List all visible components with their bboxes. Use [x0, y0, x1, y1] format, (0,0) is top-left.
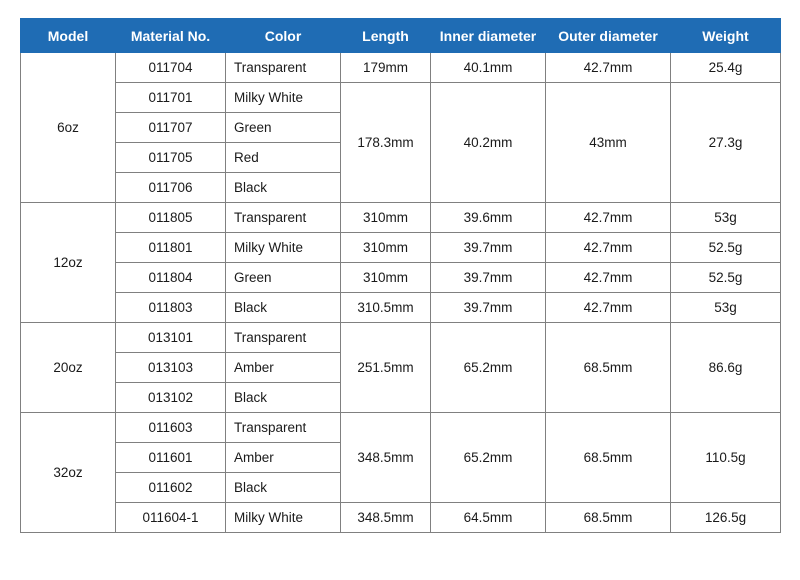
cell-inner-diameter: 39.7mm [431, 263, 546, 293]
cell-material-no: 013101 [116, 323, 226, 353]
cell-inner-diameter: 40.1mm [431, 53, 546, 83]
cell-weight: 86.6g [671, 323, 781, 413]
cell-material-no: 011603 [116, 413, 226, 443]
cell-color: Black [226, 173, 341, 203]
cell-color: Amber [226, 353, 341, 383]
cell-material-no: 011604-1 [116, 503, 226, 533]
cell-color: Milky White [226, 83, 341, 113]
cell-weight: 27.3g [671, 83, 781, 203]
cell-inner-diameter: 64.5mm [431, 503, 546, 533]
header-row [21, 19, 781, 53]
cell-length: 310mm [341, 233, 431, 263]
cell-material-no: 011701 [116, 83, 226, 113]
cell-material-no: 013102 [116, 383, 226, 413]
cell-material-no: 011801 [116, 233, 226, 263]
cell-model: 6oz [21, 53, 116, 203]
cell-weight: 53g [671, 203, 781, 233]
cell-weight: 126.5g [671, 503, 781, 533]
table-row [21, 413, 781, 443]
cell-length: 310mm [341, 203, 431, 233]
cell-color: Amber [226, 443, 341, 473]
cell-weight: 52.5g [671, 263, 781, 293]
column-header-material-no: Material No. [116, 19, 226, 53]
cell-outer-diameter: 42.7mm [546, 203, 671, 233]
cell-length: 348.5mm [341, 503, 431, 533]
table-row [21, 233, 781, 263]
cell-material-no: 011705 [116, 143, 226, 173]
table-row [21, 503, 781, 533]
column-header-inner-diameter: Inner diameter [431, 19, 546, 53]
cell-color: Transparent [226, 413, 341, 443]
cell-inner-diameter: 39.7mm [431, 293, 546, 323]
cell-outer-diameter: 42.7mm [546, 263, 671, 293]
cell-outer-diameter: 42.7mm [546, 233, 671, 263]
cell-material-no: 011803 [116, 293, 226, 323]
cell-weight: 53g [671, 293, 781, 323]
cell-color: Green [226, 113, 341, 143]
cell-color: Black [226, 473, 341, 503]
cell-model: 20oz [21, 323, 116, 413]
column-header-length: Length [341, 19, 431, 53]
cell-weight: 110.5g [671, 413, 781, 503]
cell-material-no: 011804 [116, 263, 226, 293]
cell-inner-diameter: 40.2mm [431, 83, 546, 203]
cell-inner-diameter: 39.7mm [431, 233, 546, 263]
cell-inner-diameter: 39.6mm [431, 203, 546, 233]
cell-outer-diameter: 43mm [546, 83, 671, 203]
cell-outer-diameter: 68.5mm [546, 323, 671, 413]
table-body [21, 53, 781, 533]
cell-material-no: 011601 [116, 443, 226, 473]
cell-color: Milky White [226, 233, 341, 263]
cell-length: 310.5mm [341, 293, 431, 323]
cell-color: Black [226, 383, 341, 413]
table-row [21, 53, 781, 83]
table-row [21, 203, 781, 233]
product-specification-table [20, 18, 781, 533]
cell-inner-diameter: 65.2mm [431, 323, 546, 413]
table-header [21, 19, 781, 53]
cell-length: 178.3mm [341, 83, 431, 203]
cell-material-no: 011706 [116, 173, 226, 203]
cell-weight: 52.5g [671, 233, 781, 263]
cell-material-no: 011707 [116, 113, 226, 143]
cell-material-no: 011602 [116, 473, 226, 503]
cell-color: Red [226, 143, 341, 173]
cell-color: Milky White [226, 503, 341, 533]
table-row [21, 263, 781, 293]
cell-material-no: 013103 [116, 353, 226, 383]
cell-outer-diameter: 68.5mm [546, 503, 671, 533]
cell-outer-diameter: 68.5mm [546, 413, 671, 503]
column-header-outer-diameter: Outer diameter [546, 19, 671, 53]
column-header-weight: Weight [671, 19, 781, 53]
cell-color: Transparent [226, 203, 341, 233]
cell-length: 251.5mm [341, 323, 431, 413]
cell-weight: 25.4g [671, 53, 781, 83]
table-row [21, 293, 781, 323]
table-row [21, 83, 781, 113]
cell-outer-diameter: 42.7mm [546, 53, 671, 83]
cell-color: Transparent [226, 53, 341, 83]
cell-color: Transparent [226, 323, 341, 353]
table-row [21, 323, 781, 353]
cell-length: 348.5mm [341, 413, 431, 503]
cell-length: 310mm [341, 263, 431, 293]
cell-model: 32oz [21, 413, 116, 533]
column-header-color: Color [226, 19, 341, 53]
cell-inner-diameter: 65.2mm [431, 413, 546, 503]
cell-color: Green [226, 263, 341, 293]
cell-model: 12oz [21, 203, 116, 323]
cell-material-no: 011805 [116, 203, 226, 233]
cell-length: 179mm [341, 53, 431, 83]
column-header-model: Model [21, 19, 116, 53]
cell-material-no: 011704 [116, 53, 226, 83]
cell-outer-diameter: 42.7mm [546, 293, 671, 323]
cell-color: Black [226, 293, 341, 323]
